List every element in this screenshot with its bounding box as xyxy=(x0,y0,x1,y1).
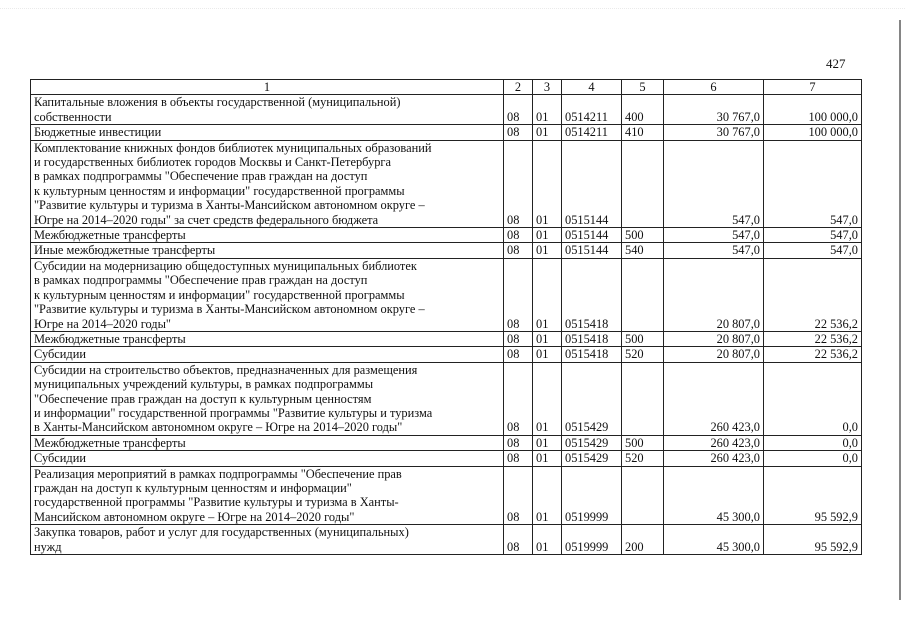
header-row xyxy=(31,80,862,95)
row-name: Субсидии xyxy=(31,347,504,362)
cell-section: 08 xyxy=(504,435,533,450)
cell-amount-2014: 20 807,0 xyxy=(664,258,764,331)
cell-amount-2015: 0,0 xyxy=(764,362,862,435)
table-row xyxy=(31,228,862,243)
cell-amount-2014: 547,0 xyxy=(664,243,764,258)
cell-expense-type: 500 xyxy=(622,228,664,243)
cell-amount-2015: 100 000,0 xyxy=(764,125,862,140)
cell-amount-2014: 20 807,0 xyxy=(664,331,764,346)
cell-subsection: 01 xyxy=(533,466,562,525)
cell-target-code: 0515429 xyxy=(562,362,622,435)
cell-target-code: 0515418 xyxy=(562,347,622,362)
cell-expense-type: 520 xyxy=(622,451,664,466)
cell-amount-2015: 22 536,2 xyxy=(764,258,862,331)
cell-section: 08 xyxy=(504,331,533,346)
cell-amount-2014: 547,0 xyxy=(664,140,764,227)
cell-amount-2014: 547,0 xyxy=(664,228,764,243)
cell-amount-2015: 22 536,2 xyxy=(764,331,862,346)
cell-amount-2014: 260 423,0 xyxy=(664,451,764,466)
row-name: Межбюджетные трансферты xyxy=(31,331,504,346)
cell-section: 08 xyxy=(504,466,533,525)
column-header-3: 3 xyxy=(533,80,562,95)
scan-edge-line xyxy=(899,20,901,600)
table-row xyxy=(31,258,862,331)
cell-amount-2015: 95 592,9 xyxy=(764,466,862,525)
cell-subsection: 01 xyxy=(533,451,562,466)
row-name: Субсидии xyxy=(31,451,504,466)
cell-section: 08 xyxy=(504,258,533,331)
column-header-1: 1 xyxy=(31,80,504,95)
cell-section: 08 xyxy=(504,125,533,140)
cell-target-code: 0519999 xyxy=(562,525,622,555)
column-header-5: 5 xyxy=(622,80,664,95)
table-row xyxy=(31,451,862,466)
cell-amount-2015: 0,0 xyxy=(764,451,862,466)
budget-table xyxy=(30,79,862,555)
cell-section: 08 xyxy=(504,243,533,258)
cell-subsection: 01 xyxy=(533,95,562,125)
cell-amount-2014: 45 300,0 xyxy=(664,525,764,555)
cell-subsection: 01 xyxy=(533,347,562,362)
cell-section: 08 xyxy=(504,140,533,227)
cell-subsection: 01 xyxy=(533,435,562,450)
cell-target-code: 0515144 xyxy=(562,243,622,258)
column-header-6: 6 xyxy=(664,80,764,95)
cell-amount-2015: 100 000,0 xyxy=(764,95,862,125)
cell-expense-type xyxy=(622,140,664,227)
cell-expense-type: 410 xyxy=(622,125,664,140)
row-name: Закупка товаров, работ и услуг для государственных (муниципальных) нужд xyxy=(31,525,504,555)
table-row xyxy=(31,95,862,125)
cell-subsection: 01 xyxy=(533,140,562,227)
table-row xyxy=(31,125,862,140)
cell-amount-2014: 45 300,0 xyxy=(664,466,764,525)
cell-subsection: 01 xyxy=(533,362,562,435)
cell-expense-type: 500 xyxy=(622,435,664,450)
row-name: Субсидии на модернизацию общедоступных муниципальных библиотек в рамках подпрограммы "Обеспечение прав граждан на доступ к культурным ценностям и информации" государственной программы "Развитие культуры и туризма в Ханты-Мансийском автономном округе – Югре на 2014–2020 годы" xyxy=(31,258,504,331)
row-name: Бюджетные инвестиции xyxy=(31,125,504,140)
cell-amount-2015: 0,0 xyxy=(764,435,862,450)
scan-artifact-top xyxy=(0,0,905,9)
cell-expense-type: 400 xyxy=(622,95,664,125)
cell-amount-2015: 95 592,9 xyxy=(764,525,862,555)
cell-subsection: 01 xyxy=(533,331,562,346)
cell-section: 08 xyxy=(504,525,533,555)
cell-amount-2014: 30 767,0 xyxy=(664,125,764,140)
table-row xyxy=(31,347,862,362)
table-row xyxy=(31,435,862,450)
cell-expense-type xyxy=(622,466,664,525)
cell-target-code: 0515144 xyxy=(562,140,622,227)
column-header-7: 7 xyxy=(764,80,862,95)
cell-target-code: 0515429 xyxy=(562,435,622,450)
row-name: Субсидии на строительство объектов, предназначенных для размещения муниципальных учреждений культуры, в рамках подпрограммы "Обеспечение прав граждан на доступ к культурным ценностям и информации" государственной программы "Развитие культуры и туризма в Ханты-Мансийском автономном округе – Югре на 2014–2020 годы" xyxy=(31,362,504,435)
cell-target-code: 0519999 xyxy=(562,466,622,525)
cell-amount-2014: 260 423,0 xyxy=(664,362,764,435)
cell-subsection: 01 xyxy=(533,228,562,243)
cell-target-code: 0514211 xyxy=(562,95,622,125)
cell-section: 08 xyxy=(504,451,533,466)
row-name: Межбюджетные трансферты xyxy=(31,228,504,243)
table-row xyxy=(31,525,862,555)
cell-target-code: 0515144 xyxy=(562,228,622,243)
table-row xyxy=(31,466,862,525)
column-header-4: 4 xyxy=(562,80,622,95)
table-row xyxy=(31,362,862,435)
cell-amount-2015: 547,0 xyxy=(764,140,862,227)
cell-amount-2015: 547,0 xyxy=(764,228,862,243)
cell-section: 08 xyxy=(504,228,533,243)
row-name: Комплектование книжных фондов библиотек муниципальных образований и государственных библиотек городов Москвы и Санкт-Петербурга в рамках подпрограммы "Обеспечение прав граждан на доступ к культурным ценностям и информации" государственной программы "Развитие культуры и туризма в Ханты-Мансийском автономном округе – Югре на 2014–2020 годы" за счет средств федерального бюджета xyxy=(31,140,504,227)
cell-amount-2014: 30 767,0 xyxy=(664,95,764,125)
cell-subsection: 01 xyxy=(533,525,562,555)
page-number: 427 xyxy=(826,56,846,71)
row-name: Капитальные вложения в объекты государственной (муниципальной) собственности xyxy=(31,95,504,125)
cell-expense-type xyxy=(622,258,664,331)
cell-amount-2014: 20 807,0 xyxy=(664,347,764,362)
cell-expense-type: 200 xyxy=(622,525,664,555)
cell-amount-2015: 547,0 xyxy=(764,243,862,258)
cell-amount-2014: 260 423,0 xyxy=(664,435,764,450)
cell-expense-type: 500 xyxy=(622,331,664,346)
row-name: Реализация мероприятий в рамках подпрограммы "Обеспечение прав граждан на доступ к культурным ценностям и информации" государственной программы "Развитие культуры и туризма в Ханты- Мансийском автономном округе – Югре на 2014–2020 годы" xyxy=(31,466,504,525)
column-header-2: 2 xyxy=(504,80,533,95)
table-row xyxy=(31,243,862,258)
cell-expense-type xyxy=(622,362,664,435)
cell-target-code: 0515429 xyxy=(562,451,622,466)
cell-target-code: 0515418 xyxy=(562,258,622,331)
row-name: Межбюджетные трансферты xyxy=(31,435,504,450)
cell-expense-type: 540 xyxy=(622,243,664,258)
cell-subsection: 01 xyxy=(533,125,562,140)
cell-subsection: 01 xyxy=(533,243,562,258)
cell-section: 08 xyxy=(504,95,533,125)
row-name: Иные межбюджетные трансферты xyxy=(31,243,504,258)
cell-subsection: 01 xyxy=(533,258,562,331)
cell-expense-type: 520 xyxy=(622,347,664,362)
cell-target-code: 0514211 xyxy=(562,125,622,140)
cell-target-code: 0515418 xyxy=(562,331,622,346)
cell-section: 08 xyxy=(504,362,533,435)
table-row xyxy=(31,140,862,227)
table-row xyxy=(31,331,862,346)
cell-amount-2015: 22 536,2 xyxy=(764,347,862,362)
cell-section: 08 xyxy=(504,347,533,362)
